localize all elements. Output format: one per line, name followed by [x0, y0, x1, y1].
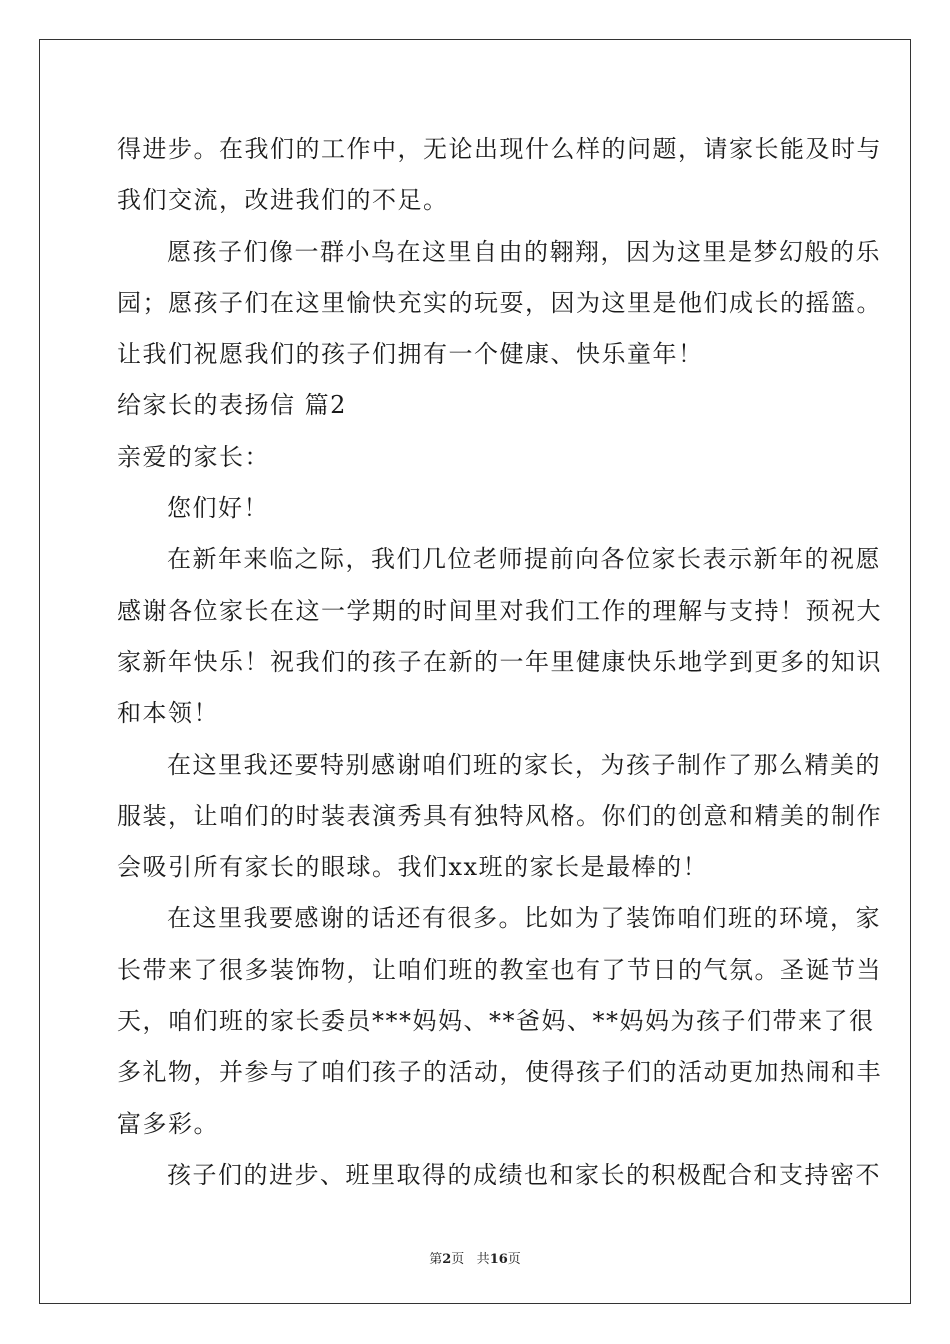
text-line: 和本领！ [117, 699, 219, 728]
text-line: 会吸引所有家长的眼球。我们xx班的家长是最棒的！ [117, 853, 709, 882]
text-line: 愿孩子们像一群小鸟在这里自由的翱翔，因为这里是梦幻般的乐 [167, 237, 881, 266]
text-line: 亲爱的家长： [117, 442, 270, 471]
page-total: 16 [489, 1252, 508, 1267]
total-prefix: 共 [476, 1252, 490, 1267]
text-line: 家新年快乐！祝我们的孩子在新的一年里健康快乐地学到更多的知识 [117, 647, 882, 676]
text-line: 让我们祝愿我们的孩子们拥有一个健康、快乐童年！ [117, 340, 704, 369]
page-footer [0, 1248, 950, 1267]
text-line: 富多彩。 [117, 1109, 219, 1138]
text-line: 给家长的表扬信 篇2 [117, 391, 347, 420]
text-line: 多礼物，并参与了咱们孩子的活动，使得孩子们的活动更加热闹和丰 [117, 1058, 882, 1087]
text-line: 在这里我还要特别感谢咱们班的家长，为孩子制作了那么精美的 [167, 750, 881, 779]
page-suffix: 页 [451, 1252, 465, 1267]
text-line: 服装，让咱们的时装表演秀具有独特风格。你们的创意和精美的制作 [117, 801, 882, 830]
text-line: 在新年来临之际，我们几位老师提前向各位家长表示新年的祝愿 [167, 545, 881, 574]
text-line: 在这里我要感谢的话还有很多。比如为了装饰咱们班的环境，家 [167, 904, 881, 933]
text-line: 天，咱们班的家长委员***妈妈、**爸妈、**妈妈为孩子们带来了很 [117, 1007, 875, 1036]
text-line: 孩子们的进步、班里取得的成绩也和家长的积极配合和支持密不 [167, 1160, 881, 1189]
text-line: 园；愿孩子们在这里愉快充实的玩耍，因为这里是他们成长的摇篮。 [117, 288, 882, 317]
total-suffix: 页 [507, 1252, 521, 1267]
page-current: 2 [442, 1252, 452, 1267]
text-line: 感谢各位家长在这一学期的时间里对我们工作的理解与支持！预祝大 [117, 596, 882, 625]
text-line: 我们交流，改进我们的不足。 [117, 186, 449, 215]
page-prefix: 第 [429, 1252, 443, 1267]
text-line: 您们好！ [167, 494, 269, 523]
text-line: 得进步。在我们的工作中，无论出现什么样的问题，请家长能及时与 [117, 135, 882, 163]
document-body [117, 124, 882, 1201]
text-line: 长带来了很多装饰物，让咱们班的教室也有了节日的气氛。圣诞节当 [117, 955, 882, 984]
